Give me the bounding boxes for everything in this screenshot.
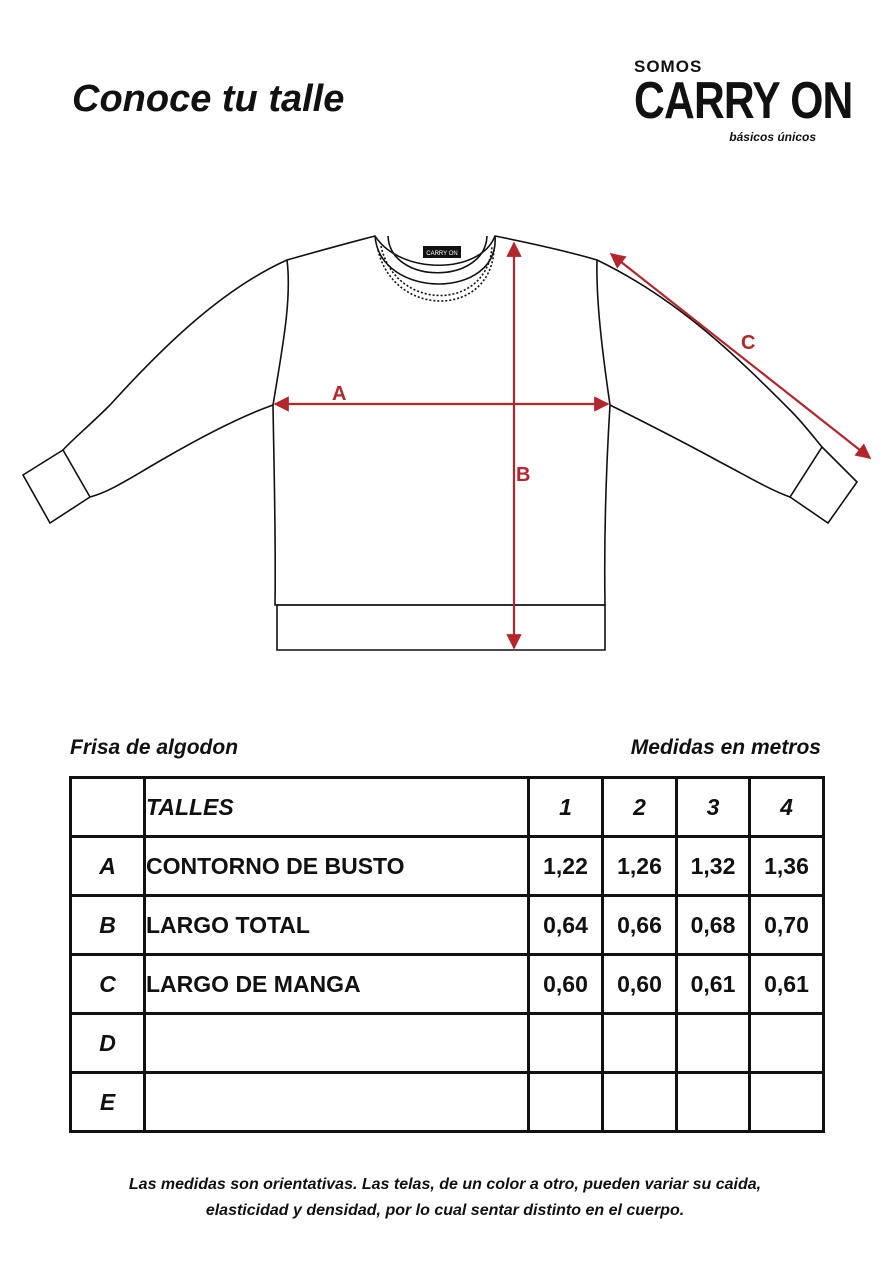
sweatshirt-outline bbox=[23, 236, 857, 650]
measure-c-label: C bbox=[741, 332, 756, 354]
sweatshirt-diagram bbox=[0, 200, 890, 680]
row-value: 0,60 bbox=[603, 955, 677, 1014]
row-value: 0,61 bbox=[677, 955, 750, 1014]
row-value: 0,66 bbox=[603, 896, 677, 955]
table-header-row bbox=[71, 778, 824, 837]
row-label: LARGO TOTAL bbox=[145, 896, 529, 955]
table-row bbox=[71, 955, 824, 1014]
row-value: 0,64 bbox=[529, 896, 603, 955]
row-label: LARGO DE MANGA bbox=[145, 955, 529, 1014]
disclaimer-line-1: Las medidas son orientativas. Las telas, de un color a otro, pueden variar su caida, bbox=[128, 1176, 762, 1193]
page-title: Conoce tu talle bbox=[72, 78, 345, 120]
row-value: 0,68 bbox=[677, 896, 750, 955]
row-value bbox=[529, 1073, 603, 1132]
disclaimer-line-2: elasticidad y densidad, por lo cual sentar distinto en el cuerpo. bbox=[205, 1202, 685, 1219]
table-row bbox=[71, 1073, 824, 1132]
fabric-label: Frisa de algodon bbox=[70, 736, 239, 759]
row-value: 0,60 bbox=[529, 955, 603, 1014]
row-letter: B bbox=[71, 896, 145, 955]
row-label bbox=[145, 1073, 529, 1132]
size-table bbox=[69, 776, 825, 1133]
row-value: 1,22 bbox=[529, 837, 603, 896]
measure-a-label: A bbox=[332, 383, 347, 405]
header-size: 3 bbox=[677, 778, 750, 837]
brand-logo bbox=[634, 57, 853, 144]
row-label: CONTORNO DE BUSTO bbox=[145, 837, 529, 896]
measure-c-line bbox=[611, 254, 870, 458]
units-note: Medidas en metros bbox=[630, 736, 821, 759]
neck-tag-text: CARRY ON bbox=[426, 251, 458, 257]
measure-b-label: B bbox=[516, 464, 531, 486]
row-letter: C bbox=[71, 955, 145, 1014]
header-size: 1 bbox=[529, 778, 603, 837]
logo-somos: SOMOS bbox=[634, 57, 703, 76]
disclaimer bbox=[60, 1172, 830, 1224]
row-value bbox=[603, 1014, 677, 1073]
row-value: 1,36 bbox=[750, 837, 824, 896]
neck-tag bbox=[423, 246, 461, 258]
corner-cell bbox=[71, 778, 145, 837]
header-size: 2 bbox=[603, 778, 677, 837]
logo-brand: CARRY ON bbox=[634, 72, 853, 130]
row-value bbox=[677, 1014, 750, 1073]
row-value bbox=[529, 1014, 603, 1073]
table-row bbox=[71, 1014, 824, 1073]
row-value bbox=[677, 1073, 750, 1132]
header-size: 4 bbox=[750, 778, 824, 837]
row-letter: A bbox=[71, 837, 145, 896]
logo-tagline: básicos únicos bbox=[729, 130, 816, 144]
row-value bbox=[750, 1073, 824, 1132]
row-value bbox=[603, 1073, 677, 1132]
row-letter: E bbox=[71, 1073, 145, 1132]
row-letter: D bbox=[71, 1014, 145, 1073]
row-value: 0,61 bbox=[750, 955, 824, 1014]
row-value: 1,32 bbox=[677, 837, 750, 896]
row-value: 0,70 bbox=[750, 896, 824, 955]
table-row bbox=[71, 837, 824, 896]
row-value: 1,26 bbox=[603, 837, 677, 896]
row-value bbox=[750, 1014, 824, 1073]
table-row bbox=[71, 896, 824, 955]
header-talles: TALLES bbox=[145, 778, 529, 837]
row-label bbox=[145, 1014, 529, 1073]
